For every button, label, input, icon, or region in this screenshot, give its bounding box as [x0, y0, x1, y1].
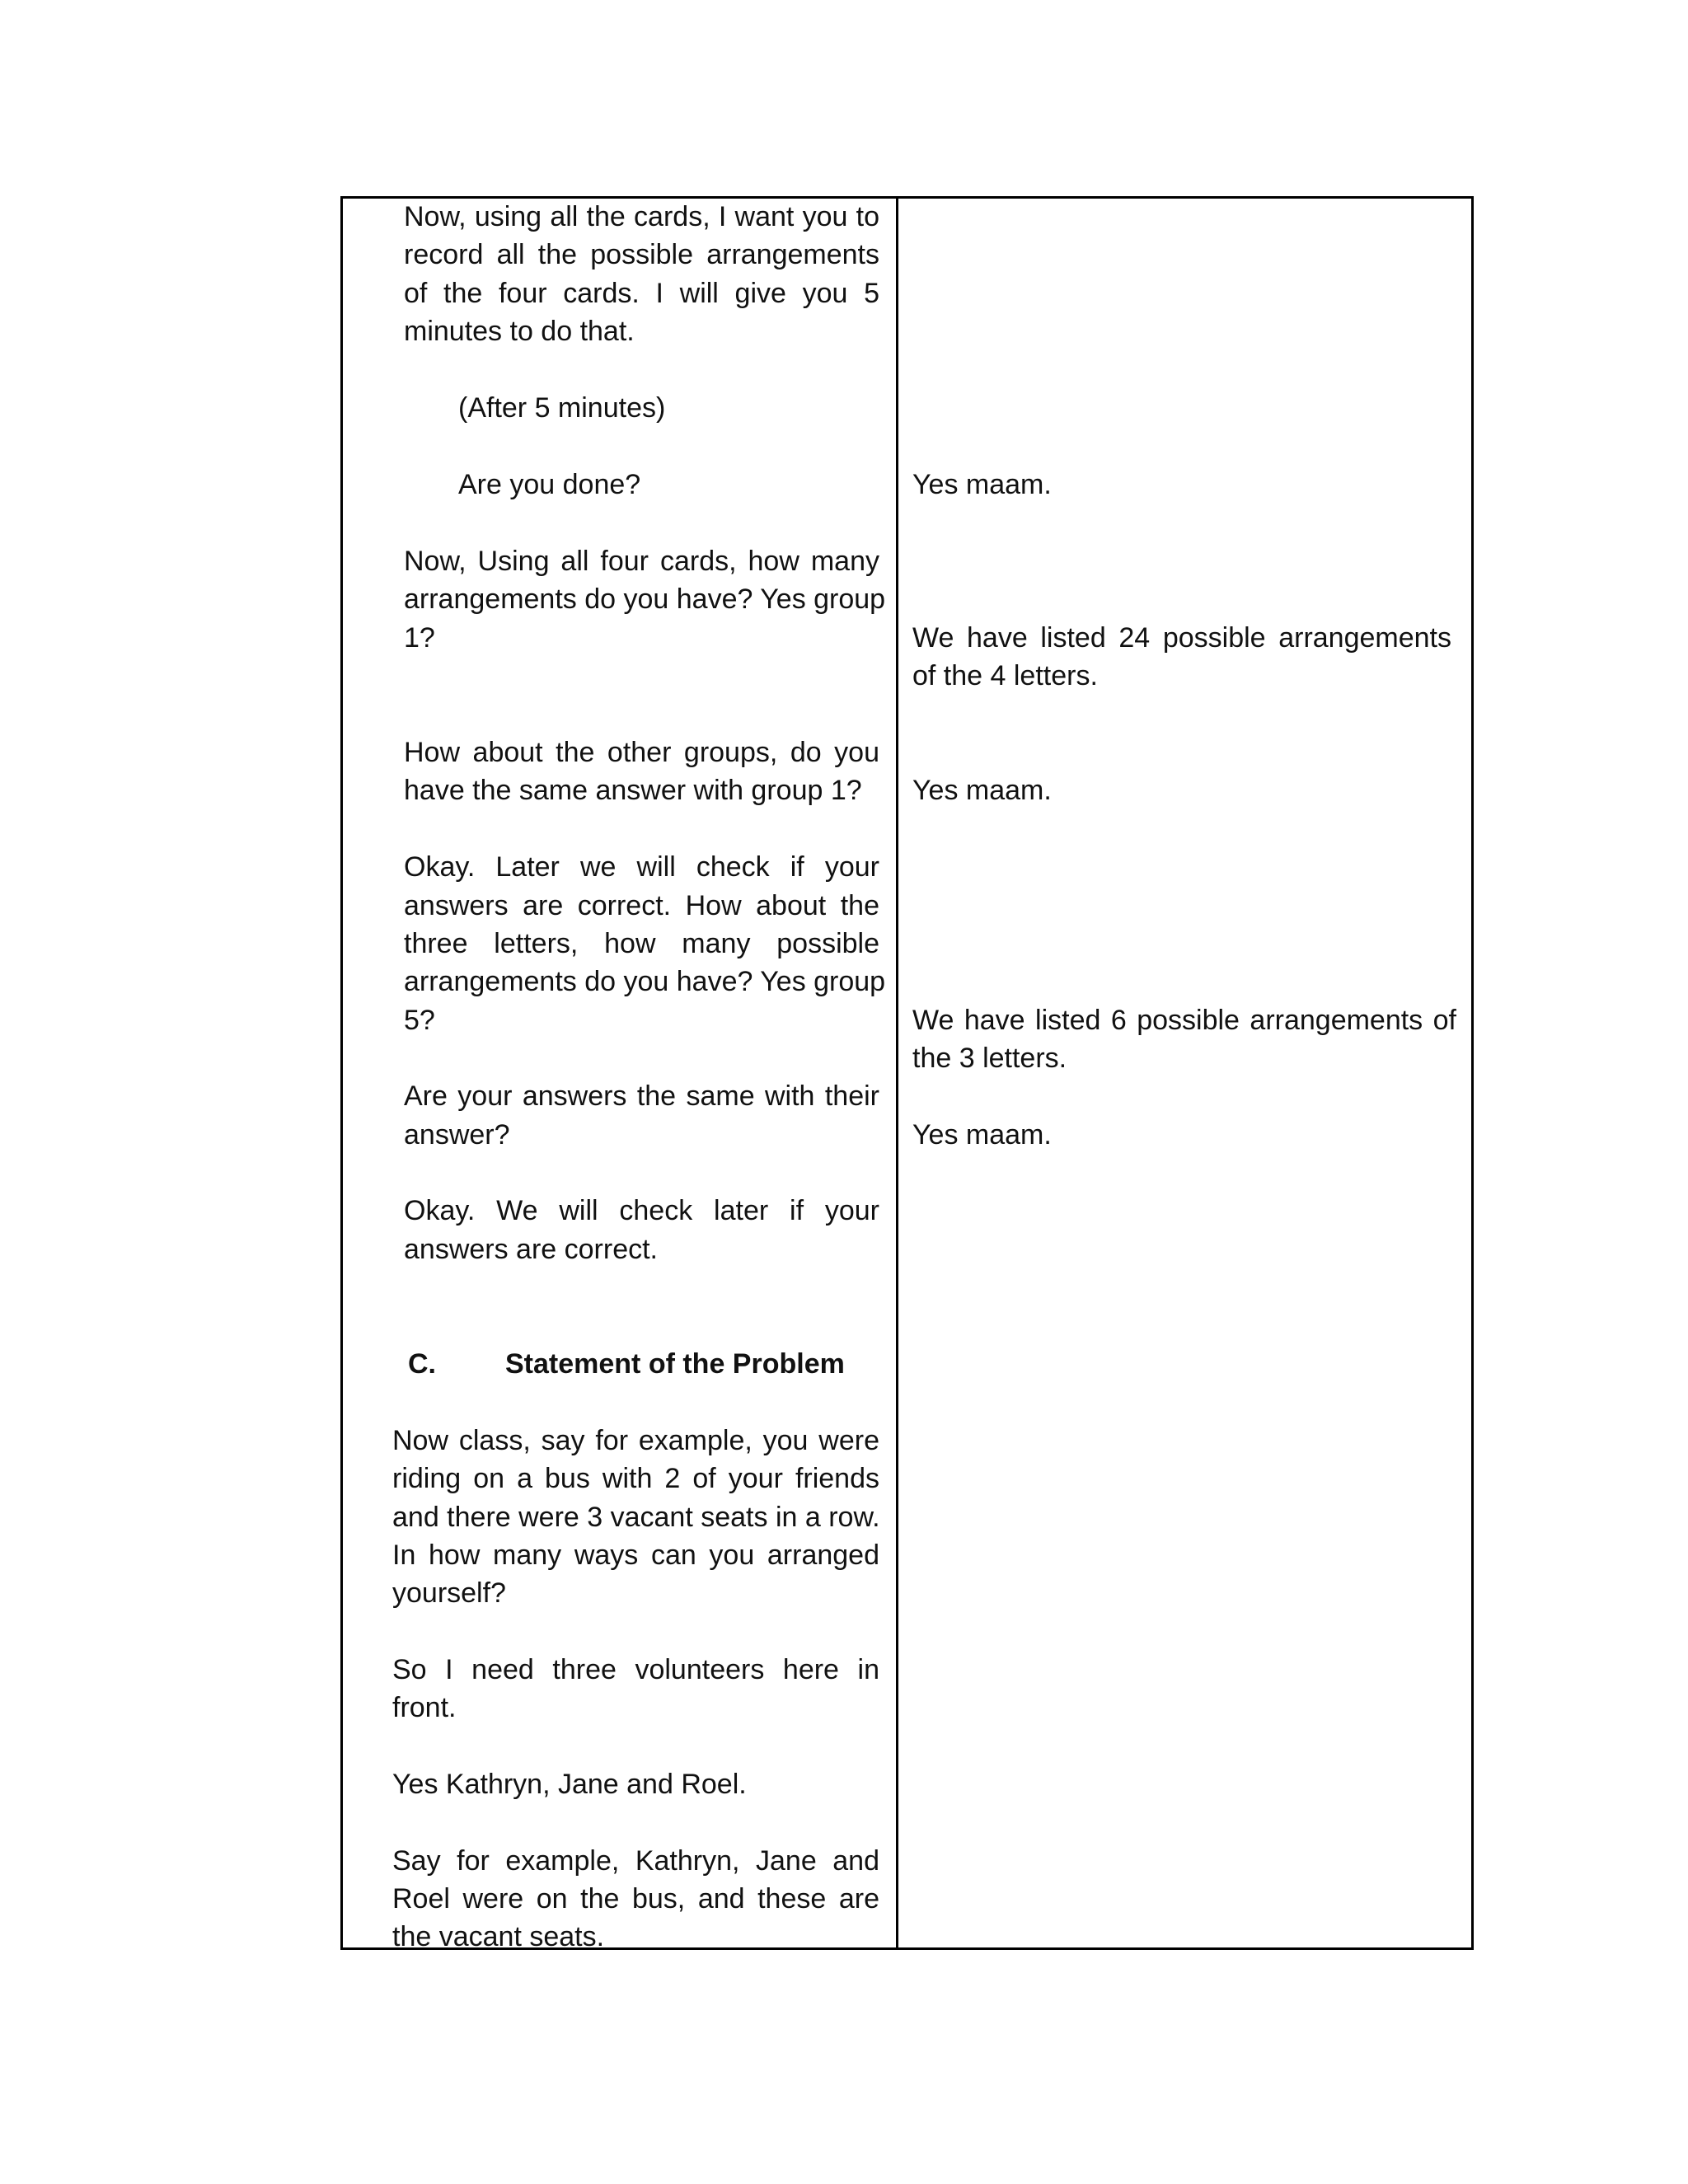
- teacher-paragraph-7-line-3: and there were 3 vacant seats in a row.: [392, 1502, 880, 1533]
- teacher-paragraph-10-line-2: Roel were on the bus, and these are: [392, 1883, 879, 1915]
- column-divider: [896, 196, 898, 1950]
- teacher-paragraph-1-line-2: record all the possible arrangements: [404, 239, 879, 270]
- teacher-paragraph-1-line-3: of the four cards. I will give you 5: [404, 278, 879, 309]
- student-response-2-line-2: of the 4 letters.: [912, 660, 1098, 691]
- teacher-paragraph-4-line-4: arrangements do you have? Yes group: [404, 966, 886, 997]
- teacher-paragraph-5-line-2: answer?: [404, 1119, 510, 1151]
- teacher-paragraph-7-line-2: riding on a bus with 2 of your friends: [392, 1463, 879, 1494]
- teacher-paragraph-2-line-3: 1?: [404, 622, 435, 654]
- teacher-paragraph-7-line-1: Now class, say for example, you were: [392, 1425, 879, 1456]
- student-response-4-line-1: We have listed 6 possible arrangements of: [912, 1005, 1456, 1036]
- teacher-paragraph-4-line-2: answers are correct. How about the: [404, 890, 879, 921]
- teacher-paragraph-10-line-3: the vacant seats.: [392, 1921, 605, 1952]
- teacher-paragraph-6-line-1: Okay. We will check later if your: [404, 1195, 879, 1226]
- student-response-3: Yes maam.: [912, 775, 1052, 806]
- teacher-paragraph-2-line-2: arrangements do you have? Yes group: [404, 583, 886, 615]
- teacher-paragraph-4-line-3: three letters, how many possible: [404, 928, 879, 959]
- teacher-are-you-done: Are you done?: [458, 469, 641, 500]
- section-title: Statement of the Problem: [505, 1348, 845, 1380]
- teacher-paragraph-4-line-1: Okay. Later we will check if your: [404, 851, 879, 883]
- teacher-after-5-minutes: (After 5 minutes): [458, 392, 666, 424]
- teacher-paragraph-9: Yes Kathryn, Jane and Roel.: [392, 1769, 747, 1800]
- teacher-paragraph-2-line-1: Now, Using all four cards, how many: [404, 546, 879, 577]
- teacher-paragraph-8-line-1: So I need three volunteers here in: [392, 1654, 879, 1685]
- teacher-paragraph-7-line-5: yourself?: [392, 1577, 506, 1609]
- student-response-5: Yes maam.: [912, 1119, 1052, 1151]
- teacher-paragraph-3-line-1: How about the other groups, do you: [404, 737, 879, 768]
- teacher-paragraph-4-line-5: 5?: [404, 1005, 435, 1036]
- student-response-1: Yes maam.: [912, 469, 1052, 500]
- teacher-paragraph-3-line-2: have the same answer with group 1?: [404, 775, 862, 806]
- teacher-paragraph-1-line-1: Now, using all the cards, I want you to: [404, 201, 879, 232]
- student-response-2-line-1: We have listed 24 possible arrangements: [912, 622, 1451, 654]
- teacher-paragraph-8-line-2: front.: [392, 1692, 457, 1723]
- teacher-paragraph-1-line-4: minutes to do that.: [404, 316, 635, 347]
- student-response-4-line-2: the 3 letters.: [912, 1043, 1067, 1074]
- teacher-paragraph-7-line-4: In how many ways can you arranged: [392, 1540, 879, 1571]
- teacher-paragraph-6-line-2: answers are correct.: [404, 1234, 658, 1265]
- teacher-paragraph-5-line-1: Are your answers the same with their: [404, 1080, 879, 1112]
- teacher-paragraph-10-line-1: Say for example, Kathryn, Jane and: [392, 1845, 879, 1877]
- section-letter: C.: [408, 1348, 436, 1380]
